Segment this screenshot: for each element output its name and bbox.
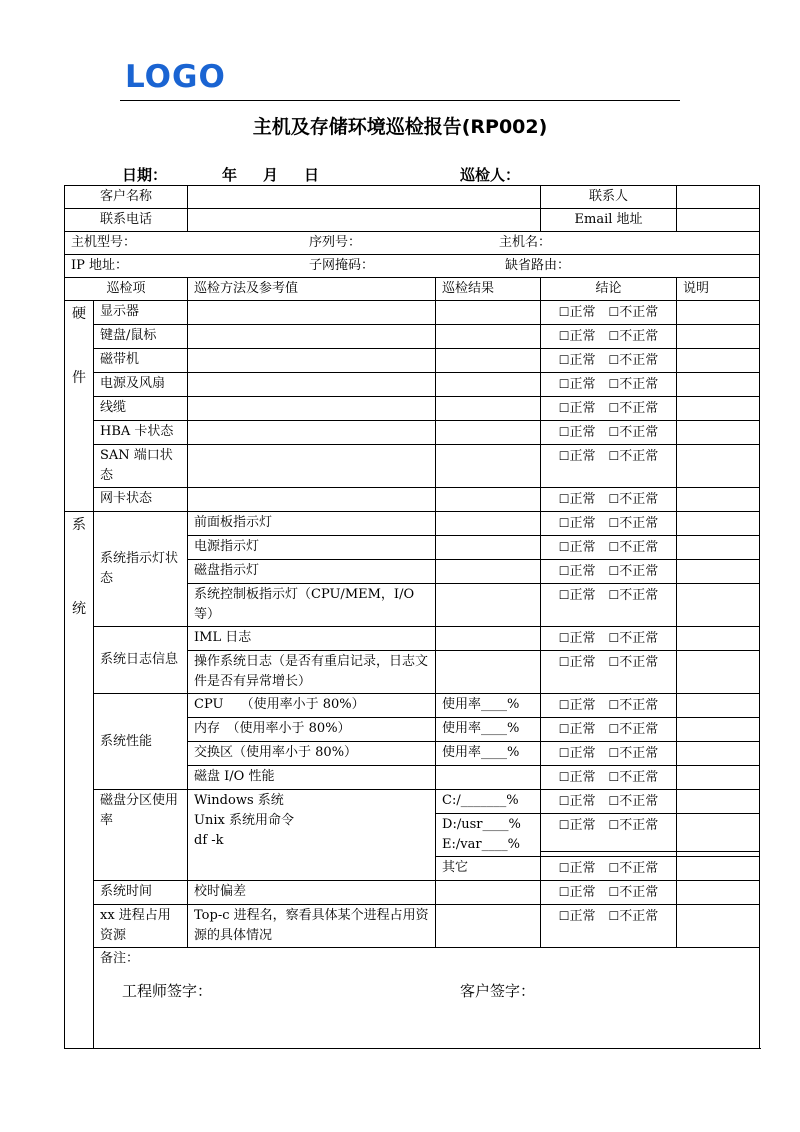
note-cell[interactable]	[677, 718, 760, 742]
conclusion-cell[interactable]	[541, 421, 677, 445]
host-model-label: 主机型号：	[71, 235, 137, 250]
unix-usage-cell[interactable]	[436, 814, 541, 857]
date-label: 日期：	[122, 166, 168, 184]
company-logo: LOGO	[125, 59, 226, 95]
abnormal-option: 不正常	[619, 564, 659, 579]
checkbox-icon[interactable]: ☐	[608, 885, 620, 899]
hardware-category	[65, 301, 94, 512]
checkbox-icon[interactable]: ☐	[558, 377, 570, 391]
indicator-group: 系统指示灯状态	[94, 512, 188, 627]
checkbox-icon[interactable]: ☐	[608, 794, 620, 808]
abnormal-option: 不正常	[619, 746, 659, 761]
header-note: 说明	[677, 278, 760, 301]
normal-option: 正常	[569, 861, 596, 876]
checkbox-icon[interactable]: ☐	[558, 329, 570, 343]
checkbox-icon[interactable]: ☐	[608, 770, 620, 784]
method-cell: IML 日志	[188, 627, 436, 651]
inspector-label: 巡检人：	[460, 166, 521, 184]
checkbox-icon[interactable]: ☐	[558, 305, 570, 319]
conclusion-cell[interactable]	[541, 397, 677, 421]
abnormal-option: 不正常	[619, 818, 659, 833]
ip-label: IP 地址：	[71, 258, 129, 273]
conclusion-cell[interactable]	[541, 814, 677, 852]
checkbox-icon[interactable]: ☐	[608, 588, 620, 602]
checkbox-icon[interactable]: ☐	[558, 885, 570, 899]
normal-option: 正常	[569, 564, 596, 579]
normal-option: 正常	[569, 588, 596, 603]
checkbox-icon[interactable]: ☐	[558, 722, 570, 736]
normal-option: 正常	[569, 909, 596, 924]
conclusion-cell[interactable]	[541, 536, 677, 560]
note-cell[interactable]	[677, 536, 760, 560]
result-cell[interactable]	[436, 560, 541, 584]
header-result: 巡检结果	[436, 278, 541, 301]
result-cell[interactable]	[436, 766, 541, 790]
checkbox-icon[interactable]: ☐	[608, 425, 620, 439]
checkbox-icon[interactable]: ☐	[558, 770, 570, 784]
normal-option: 正常	[569, 698, 596, 713]
conclusion-cell[interactable]	[541, 694, 677, 718]
abnormal-option: 不正常	[619, 305, 659, 320]
method-cell[interactable]	[188, 488, 436, 512]
note-cell[interactable]	[677, 627, 760, 651]
method-cell: 前面板指示灯	[188, 512, 436, 536]
email-field[interactable]	[677, 209, 760, 232]
method-cell: 内存 （使用率小于 80%）	[188, 718, 436, 742]
conclusion-cell[interactable]	[541, 560, 677, 584]
method-cell: 交换区（使用率小于 80%）	[188, 742, 436, 766]
result-cell[interactable]	[436, 397, 541, 421]
hw-item: 显示器	[94, 301, 188, 325]
checkbox-icon[interactable]: ☐	[608, 492, 620, 506]
abnormal-option: 不正常	[619, 377, 659, 392]
normal-option: 正常	[569, 377, 596, 392]
checkbox-icon[interactable]: ☐	[558, 564, 570, 578]
conclusion-cell[interactable]	[541, 301, 677, 325]
normal-option: 正常	[569, 631, 596, 646]
abnormal-option: 不正常	[619, 655, 659, 670]
method-cell: Top-c 进程名，察看具体某个进程占用资源的具体情况	[188, 905, 436, 948]
checkbox-icon[interactable]: ☐	[558, 540, 570, 554]
checkbox-icon[interactable]: ☐	[608, 818, 620, 832]
checkbox-icon[interactable]: ☐	[558, 588, 570, 602]
checkbox-icon[interactable]: ☐	[608, 329, 620, 343]
result-cell[interactable]	[436, 651, 541, 694]
hw-item: 电源及风扇	[94, 373, 188, 397]
abnormal-option: 不正常	[619, 492, 659, 507]
conclusion-cell[interactable]	[541, 373, 677, 397]
checkbox-icon[interactable]: ☐	[608, 746, 620, 760]
customer-signature-label: 客户签字：	[460, 982, 536, 1000]
normal-option: 正常	[569, 746, 596, 761]
checkbox-icon[interactable]: ☐	[558, 449, 570, 463]
checkbox-icon[interactable]: ☐	[558, 818, 570, 832]
note-cell[interactable]	[677, 814, 760, 852]
proc-item: xx 进程占用资源	[94, 905, 188, 948]
abnormal-option: 不正常	[619, 353, 659, 368]
result-cell[interactable]	[436, 421, 541, 445]
checkbox-icon[interactable]: ☐	[608, 377, 620, 391]
checkbox-icon[interactable]: ☐	[608, 631, 620, 645]
note-cell[interactable]	[677, 905, 760, 948]
abnormal-option: 不正常	[619, 401, 659, 416]
serial-label: 序列号：	[309, 235, 362, 250]
normal-option: 正常	[569, 425, 596, 440]
hardware-char-1: 硬	[72, 306, 86, 322]
conclusion-cell[interactable]	[541, 445, 677, 488]
year-label: 年	[222, 166, 238, 184]
result-cell[interactable]	[436, 373, 541, 397]
conclusion-cell[interactable]	[541, 881, 677, 905]
normal-option: 正常	[569, 329, 596, 344]
email-label: Email 地址	[541, 209, 677, 232]
checkbox-icon[interactable]: ☐	[558, 516, 570, 530]
disk-method-line: Unix 系统用命令	[194, 813, 294, 828]
conclusion-cell[interactable]	[541, 627, 677, 651]
checkbox-icon[interactable]: ☐	[558, 794, 570, 808]
checkbox-icon[interactable]: ☐	[608, 305, 620, 319]
normal-option: 正常	[569, 770, 596, 785]
header-method: 巡检方法及参考值	[188, 278, 436, 301]
note-cell[interactable]	[677, 325, 760, 349]
normal-option: 正常	[569, 449, 596, 464]
normal-option: 正常	[569, 885, 596, 900]
checkbox-icon[interactable]: ☐	[608, 655, 620, 669]
abnormal-option: 不正常	[619, 449, 659, 464]
abnormal-option: 不正常	[619, 770, 659, 785]
conclusion-cell[interactable]	[541, 349, 677, 373]
conclusion-cell[interactable]	[541, 325, 677, 349]
abnormal-option: 不正常	[619, 516, 659, 531]
note-cell[interactable]	[677, 397, 760, 421]
method-cell[interactable]	[188, 349, 436, 373]
checkbox-icon[interactable]: ☐	[558, 353, 570, 367]
normal-option: 正常	[569, 305, 596, 320]
conclusion-cell[interactable]	[541, 584, 677, 627]
abnormal-option: 不正常	[619, 861, 659, 876]
hw-item: 磁带机	[94, 349, 188, 373]
checkbox-icon[interactable]: ☐	[608, 540, 620, 554]
conclusion-cell[interactable]	[541, 857, 677, 881]
checkbox-icon[interactable]: ☐	[558, 746, 570, 760]
abnormal-option: 不正常	[619, 794, 659, 809]
checkbox-icon[interactable]: ☐	[608, 861, 620, 875]
normal-option: 正常	[569, 655, 596, 670]
method-cell: 电源指示灯	[188, 536, 436, 560]
time-item: 系统时间	[94, 881, 188, 905]
phone-label: 联系电话	[65, 209, 188, 232]
normal-option: 正常	[569, 540, 596, 555]
result-cell[interactable]	[436, 584, 541, 627]
method-cell[interactable]	[188, 397, 436, 421]
usage-cell[interactable]: 使用率____%	[436, 742, 541, 766]
checkbox-icon[interactable]: ☐	[558, 698, 570, 712]
disk-var-usage[interactable]: E:/var____%	[442, 837, 520, 852]
method-cell[interactable]	[188, 301, 436, 325]
system-char-1: 系	[72, 517, 86, 533]
normal-option: 正常	[569, 722, 596, 737]
note-cell[interactable]	[677, 512, 760, 536]
contact-field[interactable]	[677, 186, 760, 209]
abnormal-option: 不正常	[619, 588, 659, 603]
result-cell[interactable]	[436, 512, 541, 536]
note-cell[interactable]	[677, 445, 760, 488]
result-cell[interactable]	[436, 349, 541, 373]
method-cell: 磁盘 I/O 性能	[188, 766, 436, 790]
method-cell[interactable]	[188, 325, 436, 349]
abnormal-option: 不正常	[619, 909, 659, 924]
normal-option: 正常	[569, 794, 596, 809]
normal-option: 正常	[569, 401, 596, 416]
gateway-label: 缺省路由：	[505, 258, 571, 273]
hw-item: SAN 端口状态	[94, 445, 188, 488]
header-conclusion: 结论	[541, 278, 677, 301]
abnormal-option: 不正常	[619, 698, 659, 713]
checkbox-icon[interactable]: ☐	[608, 449, 620, 463]
conclusion-cell[interactable]	[541, 718, 677, 742]
method-cell: CPU （使用率小于 80%）	[188, 694, 436, 718]
disk-method-line: Windows 系统	[194, 793, 284, 808]
note-cell[interactable]	[677, 560, 760, 584]
network-info-row	[65, 255, 760, 278]
checkbox-icon[interactable]: ☐	[558, 861, 570, 875]
conclusion-cell[interactable]	[541, 790, 677, 814]
normal-option: 正常	[569, 353, 596, 368]
month-label: 月	[263, 166, 279, 184]
hardware-char-2: 件	[72, 370, 86, 386]
checkbox-icon[interactable]: ☐	[608, 401, 620, 415]
method-cell: 系统控制板指示灯（CPU/MEM，I/O 等）	[188, 584, 436, 627]
note-cell[interactable]	[677, 301, 760, 325]
inspection-table	[64, 185, 760, 1049]
day-label: 日	[304, 166, 320, 184]
method-cell[interactable]	[188, 373, 436, 397]
checkbox-icon[interactable]: ☐	[608, 722, 620, 736]
hostname-label: 主机名：	[499, 235, 552, 250]
result-cell[interactable]	[436, 881, 541, 905]
note-cell[interactable]	[677, 349, 760, 373]
checkbox-icon[interactable]: ☐	[558, 631, 570, 645]
abnormal-option: 不正常	[619, 885, 659, 900]
report-title: 主机及存储环境巡检报告(RP002)	[252, 116, 548, 138]
method-cell: 校时偏差	[188, 881, 436, 905]
conclusion-cell[interactable]	[541, 512, 677, 536]
disk-usr-usage[interactable]: D:/usr____%	[442, 817, 521, 832]
abnormal-option: 不正常	[619, 425, 659, 440]
checkbox-icon[interactable]: ☐	[608, 564, 620, 578]
result-cell[interactable]	[436, 488, 541, 512]
customer-name-label: 客户名称	[65, 186, 188, 209]
perf-group: 系统性能	[94, 694, 188, 790]
checkbox-icon[interactable]: ☐	[608, 909, 620, 923]
header-item: 巡检项	[65, 278, 188, 301]
hw-item: 键盘/鼠标	[94, 325, 188, 349]
checkbox-icon[interactable]: ☐	[558, 655, 570, 669]
abnormal-option: 不正常	[619, 329, 659, 344]
method-cell: 磁盘指示灯	[188, 560, 436, 584]
checkbox-icon[interactable]: ☐	[608, 516, 620, 530]
normal-option: 正常	[569, 516, 596, 531]
method-cell: 操作系统日志（是否有重启记录，日志文件是否有异常增长）	[188, 651, 436, 694]
abnormal-option: 不正常	[619, 540, 659, 555]
hw-item: HBA 卡状态	[94, 421, 188, 445]
conclusion-cell[interactable]	[541, 742, 677, 766]
note-cell[interactable]	[677, 881, 760, 905]
checkbox-icon[interactable]: ☐	[558, 425, 570, 439]
method-cell[interactable]	[188, 421, 436, 445]
result-cell[interactable]	[436, 905, 541, 948]
checkbox-icon[interactable]: ☐	[608, 353, 620, 367]
normal-option: 正常	[569, 492, 596, 507]
note-cell[interactable]	[677, 694, 760, 718]
host-info-row	[65, 232, 760, 255]
customer-name-field[interactable]	[188, 186, 541, 209]
note-cell[interactable]	[677, 742, 760, 766]
system-char-2: 统	[72, 601, 86, 617]
disk-group: 磁盘分区使用率	[94, 790, 188, 881]
method-cell[interactable]	[188, 445, 436, 488]
conclusion-cell[interactable]	[541, 651, 677, 694]
result-cell[interactable]	[436, 301, 541, 325]
abnormal-option: 不正常	[619, 631, 659, 646]
note-cell[interactable]	[677, 584, 760, 627]
engineer-signature-label: 工程师签字：	[122, 982, 213, 1000]
disk-method	[188, 790, 436, 881]
subnet-label: 子网掩码：	[309, 258, 375, 273]
conclusion-cell[interactable]	[541, 766, 677, 790]
checkbox-icon[interactable]: ☐	[608, 698, 620, 712]
note-cell[interactable]	[677, 790, 760, 814]
header-rule	[120, 100, 680, 101]
disk-method-line: df -k	[194, 833, 224, 848]
conclusion-cell[interactable]	[541, 905, 677, 948]
hw-item: 网卡状态	[94, 488, 188, 512]
disk-c-usage[interactable]: C:/_______%	[436, 790, 541, 814]
note-cell[interactable]	[677, 373, 760, 397]
usage-cell[interactable]: 使用率____%	[436, 694, 541, 718]
contact-label: 联系人	[541, 186, 677, 209]
normal-option: 正常	[569, 818, 596, 833]
note-cell[interactable]	[677, 651, 760, 694]
result-cell[interactable]	[436, 627, 541, 651]
note-cell[interactable]	[677, 766, 760, 790]
note-cell[interactable]	[677, 421, 760, 445]
phone-field[interactable]	[188, 209, 541, 232]
result-cell[interactable]	[436, 445, 541, 488]
usage-cell[interactable]: 使用率____%	[436, 718, 541, 742]
log-group: 系统日志信息	[94, 627, 188, 694]
checkbox-icon[interactable]: ☐	[558, 492, 570, 506]
note-cell[interactable]	[677, 857, 760, 881]
checkbox-icon[interactable]: ☐	[558, 401, 570, 415]
checkbox-icon[interactable]: ☐	[558, 909, 570, 923]
hw-item: 线缆	[94, 397, 188, 421]
note-cell[interactable]	[677, 488, 760, 512]
system-category	[65, 512, 94, 1049]
conclusion-cell[interactable]	[541, 488, 677, 512]
abnormal-option: 不正常	[619, 722, 659, 737]
result-cell[interactable]	[436, 325, 541, 349]
result-cell[interactable]	[436, 536, 541, 560]
remarks-label: 备注：	[100, 951, 140, 966]
disk-other-label: 其它	[436, 857, 541, 881]
